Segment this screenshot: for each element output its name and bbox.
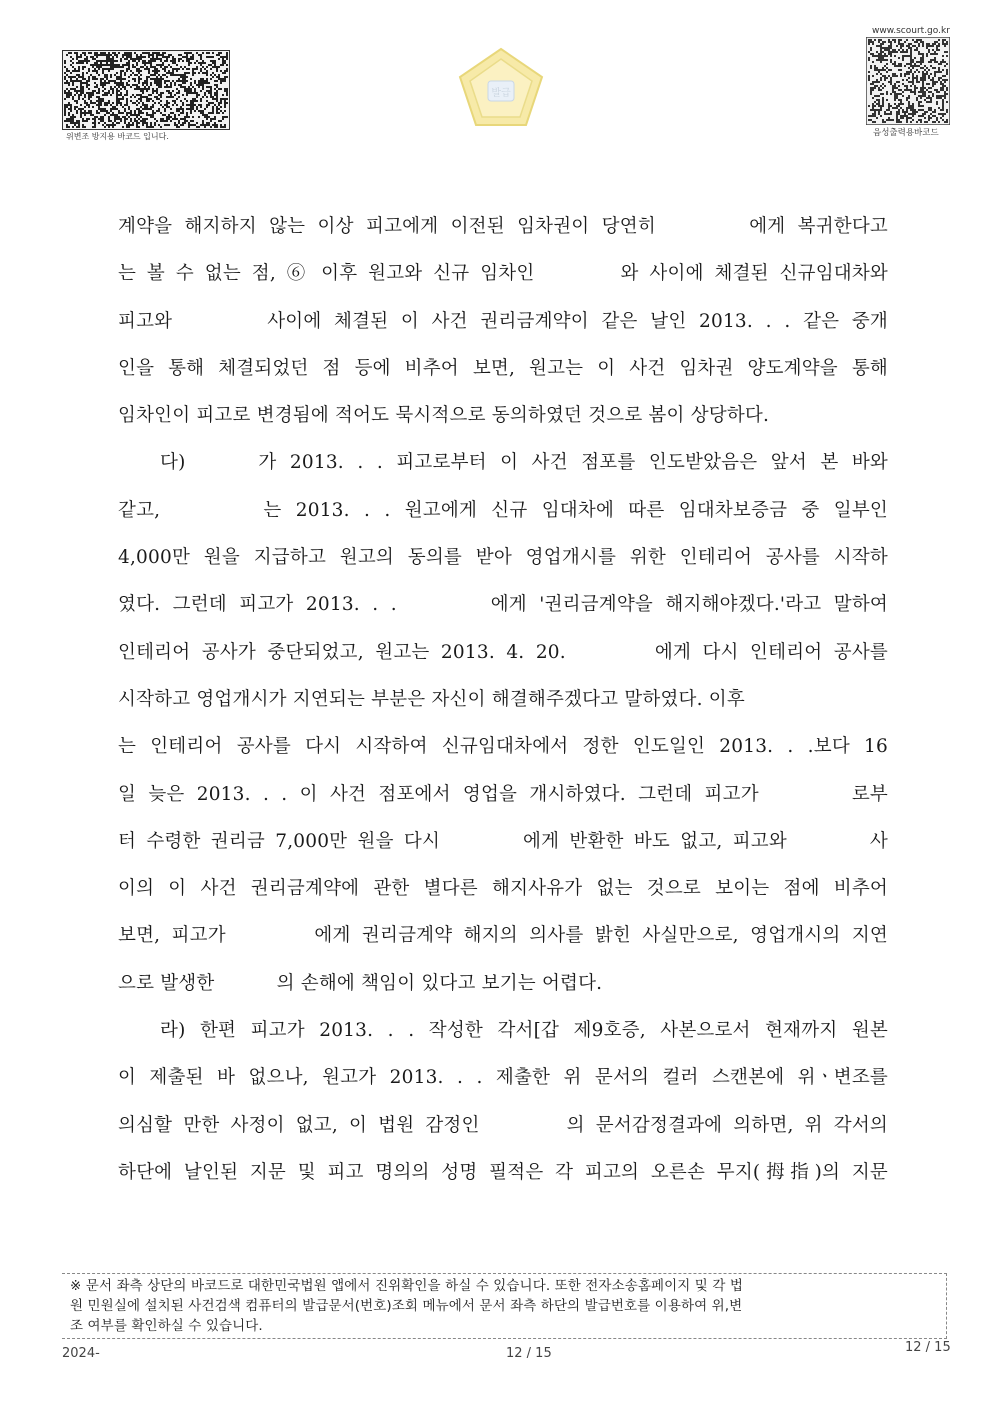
body-line: 인테리어 공사가 중단되었고, 원고는 2013. 4. 20. 에게 다시 인테리어 공사를 bbox=[118, 641, 888, 663]
security-barcode bbox=[62, 50, 230, 130]
page-number: 12 / 15 bbox=[506, 1346, 552, 1361]
body-line: 인을 통해 체결되었던 점 등에 비추어 보면, 원고는 이 사건 임차권 양도계약을 통해 bbox=[118, 357, 888, 379]
body-line: 시작하고 영업개시가 지연되는 부분은 자신이 해결해주겠다고 말하였다. 이후 bbox=[118, 688, 745, 710]
body-line: 다) 가 2013. . . 피고로부터 이 사건 점포를 인도받았음은 앞서 본 바와 bbox=[160, 452, 888, 474]
court-website-url: www.scourt.go.kr bbox=[872, 26, 950, 36]
body-line: 는 볼 수 없는 점, ⑥ 이후 원고와 신규 임차인 와 사이에 체결된 신규임대차와 bbox=[118, 263, 888, 285]
body-line: 4,000만 원을 지급하고 원고의 동의를 받아 영업개시를 위한 인테리어 공사를 시작하 bbox=[118, 547, 888, 569]
audio-qr-code bbox=[866, 37, 950, 125]
body-line: 계약을 해지하지 않는 이상 피고에게 이전된 임차권이 당연히 에게 복귀한다고 bbox=[118, 216, 888, 237]
notice-line: 원 민원실에 설치된 사건검색 컴퓨터의 발급문서(번호)조회 메뉴에서 문서 좌측 하단의 발급번호를 이용하여 위,변 bbox=[70, 1298, 743, 1314]
body-line: 으로 발생한 의 손해에 책임이 있다고 보기는 어렵다. bbox=[118, 972, 603, 994]
judgment-body-text bbox=[118, 208, 888, 1201]
body-line: 였다. 그런데 피고가 2013. . . 에게 '권리금계약을 해지해야겠다.'라고 말하여 bbox=[118, 594, 888, 616]
body-line: 이의 이 사건 권리금계약에 관한 별다른 해지사유가 없는 것으로 보이는 점에 비추어 bbox=[118, 878, 888, 900]
body-line: 는 인테리어 공사를 다시 시작하여 신규임대차에서 정한 인도일인 2013. . .보다 16 bbox=[118, 736, 888, 758]
body-line: 이 제출된 바 없으나, 원고가 2013. . . 제출한 위 문서의 컬러 스캔본에 위ㆍ변조를 bbox=[118, 1067, 888, 1089]
body-line: 터 수령한 권리금 7,000만 원을 다시 에게 반환한 바도 없고, 피고와 사 bbox=[118, 830, 888, 852]
page-number-right: 12 / 15 bbox=[905, 1340, 951, 1355]
body-line: 보면, 피고가 에게 권리금계약 해지의 의사를 밝힌 사실만으로, 영업개시의 지연 bbox=[118, 925, 888, 947]
notice-line: 조 여부를 확인하실 수 있습니다. bbox=[70, 1318, 263, 1334]
body-line: 피고와 사이에 체결된 이 사건 권리금계약이 같은 날인 2013. . . 같은 중개 bbox=[118, 310, 888, 332]
barcode-caption: 위변조 방지용 바코드 입니다. bbox=[66, 132, 169, 141]
body-line: 일 늦은 2013. . . 이 사건 점포에서 영업을 개시하였다. 그런데 피고가 로부 bbox=[118, 783, 888, 805]
issue-number: 2024- bbox=[62, 1346, 100, 1361]
qr-caption: 음성출력용바코드 bbox=[873, 128, 939, 138]
body-line: 의심할 만한 사정이 없고, 이 법원 감정인 의 문서감정결과에 의하면, 위 각서의 bbox=[118, 1114, 888, 1136]
notice-line: ※ 문서 좌측 상단의 바코드로 대한민국법원 앱에서 진위확인을 하실 수 있습니다. 또한 전자소송홈페이지 및 각 법 bbox=[70, 1278, 744, 1294]
body-line: 임차인이 피고로 변경됨에 적어도 묵시적으로 동의하였던 것으로 봄이 상당하다. bbox=[118, 405, 770, 427]
verification-notice bbox=[62, 1273, 947, 1339]
body-line: 같고, 는 2013. . . 원고에게 신규 임대차에 따른 임대차보증금 중 일부인 bbox=[118, 499, 888, 521]
court-seal-emblem bbox=[456, 45, 546, 130]
body-line: 하단에 날인된 지문 및 피고 명의의 성명 필적은 각 피고의 오른손 무지(拇指)의 지문 bbox=[118, 1161, 888, 1183]
body-line: 라) 한편 피고가 2013. . . 작성한 각서[갑 제9호증, 사본으로서 현재까지 원본 bbox=[160, 1020, 888, 1042]
seal-text: 발급 bbox=[491, 88, 511, 99]
